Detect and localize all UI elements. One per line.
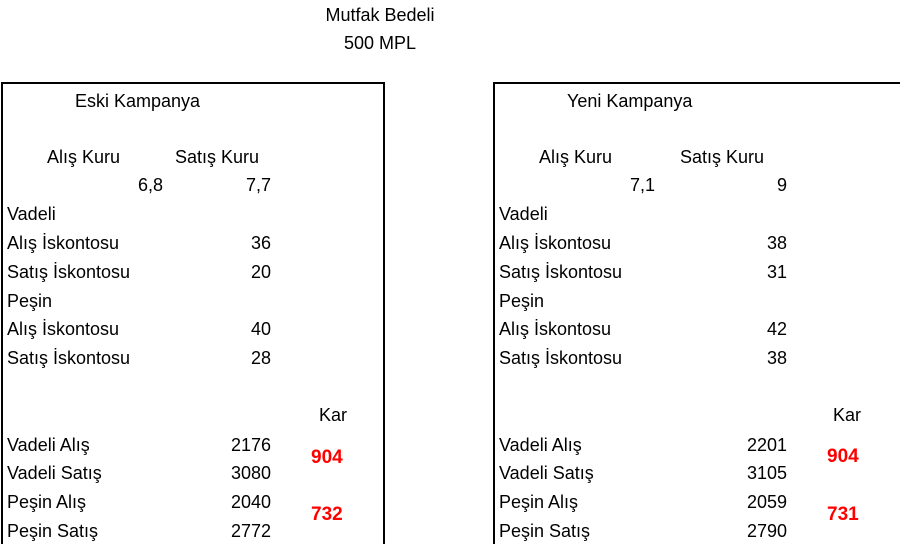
alis-kuru-value: 7,1 bbox=[629, 175, 655, 195]
pesin-satis-value: 2772 bbox=[230, 521, 271, 541]
pesin-alis-label: Peşin Alış bbox=[499, 492, 579, 512]
old-campaign-panel bbox=[1, 82, 385, 544]
pesin-alis-iskonto-value: 42 bbox=[766, 319, 787, 339]
vadeli-satis-iskonto-value: 20 bbox=[250, 262, 271, 282]
pesin-alis-iskonto-label: Alış İskontosu bbox=[7, 319, 120, 339]
vadeli-satis-label: Vadeli Satış bbox=[499, 463, 594, 483]
pesin-satis-iskonto-value: 38 bbox=[766, 348, 787, 368]
vadeli-satis-iskonto-value: 31 bbox=[766, 262, 787, 282]
vadeli-alis-iskonto-value: 38 bbox=[766, 233, 787, 253]
satis-kuru-label: Satış Kuru bbox=[175, 147, 260, 167]
vadeli-satis-iskonto-label: Satış İskontosu bbox=[499, 262, 623, 282]
pesin-kar-value: 731 bbox=[827, 504, 859, 525]
kar-label: Kar bbox=[319, 405, 348, 425]
alis-kuru-label: Alış Kuru bbox=[539, 147, 613, 167]
page-subtitle: 500 MPL bbox=[343, 33, 417, 53]
kar-label: Kar bbox=[833, 405, 862, 425]
panel-title: Eski Kampanya bbox=[75, 91, 201, 111]
vadeli-kar-value: 904 bbox=[311, 447, 343, 468]
pesin-satis-label: Peşin Satış bbox=[499, 521, 591, 541]
pesin-satis-iskonto-value: 28 bbox=[250, 348, 271, 368]
vadeli-alis-iskonto-label: Alış İskontosu bbox=[499, 233, 612, 253]
pesin-label: Peşin bbox=[7, 291, 53, 311]
vadeli-alis-value: 2176 bbox=[230, 435, 271, 455]
pesin-label: Peşin bbox=[499, 291, 545, 311]
pesin-satis-iskonto-label: Satış İskontosu bbox=[7, 348, 131, 368]
pesin-alis-iskonto-label: Alış İskontosu bbox=[499, 319, 612, 339]
pesin-satis-value: 2790 bbox=[746, 521, 787, 541]
vadeli-alis-label: Vadeli Alış bbox=[499, 435, 582, 455]
vadeli-alis-label: Vadeli Alış bbox=[7, 435, 90, 455]
vadeli-kar-value: 904 bbox=[827, 446, 859, 467]
vadeli-alis-iskonto-value: 36 bbox=[250, 233, 271, 253]
page-title: Mutfak Bedeli bbox=[325, 5, 435, 25]
alis-kuru-label: Alış Kuru bbox=[47, 147, 121, 167]
pesin-kar-value: 732 bbox=[311, 504, 343, 525]
panel-title: Yeni Kampanya bbox=[567, 91, 693, 111]
alis-kuru-value: 6,8 bbox=[137, 175, 163, 195]
satis-kuru-value: 9 bbox=[776, 175, 787, 195]
pesin-satis-iskonto-label: Satış İskontosu bbox=[499, 348, 623, 368]
vadeli-satis-value: 3105 bbox=[746, 463, 787, 483]
pesin-alis-value: 2040 bbox=[230, 492, 271, 512]
satis-kuru-label: Satış Kuru bbox=[680, 147, 765, 167]
pesin-alis-iskonto-value: 40 bbox=[250, 319, 271, 339]
vadeli-satis-iskonto-label: Satış İskontosu bbox=[7, 262, 131, 282]
pesin-satis-label: Peşin Satış bbox=[7, 521, 99, 541]
pesin-alis-label: Peşin Alış bbox=[7, 492, 87, 512]
satis-kuru-value: 7,7 bbox=[245, 175, 271, 195]
vadeli-alis-value: 2201 bbox=[746, 435, 787, 455]
pesin-alis-value: 2059 bbox=[746, 492, 787, 512]
vadeli-label: Vadeli bbox=[499, 204, 548, 224]
vadeli-label: Vadeli bbox=[7, 204, 56, 224]
new-campaign-panel bbox=[493, 82, 900, 544]
vadeli-alis-iskonto-label: Alış İskontosu bbox=[7, 233, 120, 253]
vadeli-satis-label: Vadeli Satış bbox=[7, 463, 102, 483]
vadeli-satis-value: 3080 bbox=[230, 463, 271, 483]
